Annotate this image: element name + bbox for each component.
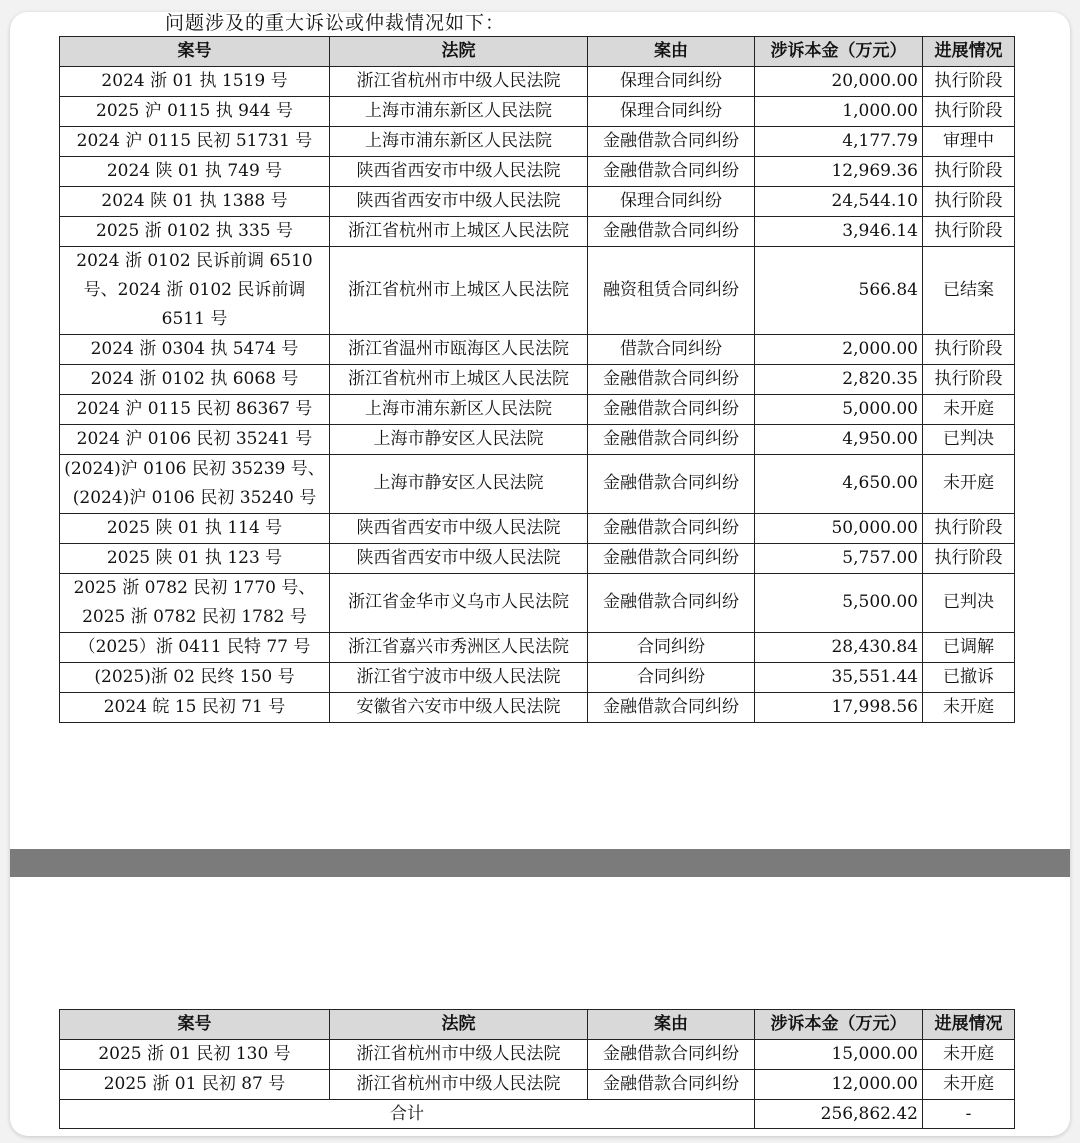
cell-amount: 20,000.00: [755, 66, 923, 96]
cell-case-no: 2024 沪 0115 民初 86367 号: [60, 394, 330, 424]
header-amount: 涉诉本金（万元）: [755, 1010, 923, 1040]
cell-court: 浙江省金华市义乌市人民法院: [330, 573, 588, 632]
header-status: 进展情况: [923, 37, 1015, 67]
table-row: [60, 662, 1015, 692]
cell-court: 上海市浦东新区人民法院: [330, 126, 588, 156]
header-status: 进展情况: [923, 1010, 1015, 1040]
header-court: 法院: [330, 37, 588, 67]
litigation-table: [59, 36, 1015, 723]
table-row: [60, 334, 1015, 364]
cell-court: 陕西省西安市中级人民法院: [330, 513, 588, 543]
intro-text: 问题涉及的重大诉讼或仲裁情况如下：: [165, 12, 506, 34]
cell-case-no: 2025 浙 01 民初 130 号: [60, 1039, 330, 1069]
cell-court: 浙江省杭州市中级人民法院: [330, 1039, 588, 1069]
table-row: [60, 513, 1015, 543]
cell-cause: 金融借款合同纠纷: [588, 692, 755, 722]
cell-cause: 保理合同纠纷: [588, 96, 755, 126]
cell-cause: 保理合同纠纷: [588, 66, 755, 96]
cell-court: 陕西省西安市中级人民法院: [330, 186, 588, 216]
cell-case-no: 2024 陕 01 执 1388 号: [60, 186, 330, 216]
litigation-table-continued: [59, 1009, 1015, 1129]
table-row: [60, 632, 1015, 662]
cell-status: 未开庭: [923, 454, 1015, 513]
cell-cause: 金融借款合同纠纷: [588, 543, 755, 573]
document-page: [10, 12, 1070, 1136]
cell-case-no: （2025）浙 0411 民特 77 号: [60, 632, 330, 662]
cell-amount: 15,000.00: [755, 1039, 923, 1069]
table-row: [60, 246, 1015, 334]
cell-amount: 5,500.00: [755, 573, 923, 632]
cell-cause: 借款合同纠纷: [588, 334, 755, 364]
cell-amount: 5,757.00: [755, 543, 923, 573]
cell-case-no: (2025)浙 02 民终 150 号: [60, 662, 330, 692]
table-row: [60, 424, 1015, 454]
cell-amount: 17,998.56: [755, 692, 923, 722]
cell-status: 未开庭: [923, 394, 1015, 424]
cell-status: 已调解: [923, 632, 1015, 662]
cell-case-no: 2024 陕 01 执 749 号: [60, 156, 330, 186]
cell-cause: 金融借款合同纠纷: [588, 394, 755, 424]
table-row: [60, 66, 1015, 96]
cell-cause: 合同纠纷: [588, 662, 755, 692]
cell-amount: 1,000.00: [755, 96, 923, 126]
cell-status: 未开庭: [923, 1069, 1015, 1099]
cell-status: 审理中: [923, 126, 1015, 156]
cell-status: 执行阶段: [923, 513, 1015, 543]
cell-case-no: 2025 浙 01 民初 87 号: [60, 1069, 330, 1099]
cell-court: 浙江省温州市瓯海区人民法院: [330, 334, 588, 364]
cell-status: 已判决: [923, 424, 1015, 454]
table-row: [60, 364, 1015, 394]
cell-court: 浙江省杭州市中级人民法院: [330, 1069, 588, 1099]
cell-court: 浙江省杭州市中级人民法院: [330, 66, 588, 96]
table-row: [60, 1039, 1015, 1069]
cell-court: 上海市浦东新区人民法院: [330, 394, 588, 424]
total-label: 合计: [60, 1099, 755, 1129]
table-row: [60, 692, 1015, 722]
cell-case-no: 2025 沪 0115 执 944 号: [60, 96, 330, 126]
cell-status: 未开庭: [923, 692, 1015, 722]
cell-case-no: 2024 浙 01 执 1519 号: [60, 66, 330, 96]
table-row: [60, 126, 1015, 156]
cell-status: 未开庭: [923, 1039, 1015, 1069]
cell-amount: 5,000.00: [755, 394, 923, 424]
table-header-row: [60, 1010, 1015, 1040]
cell-status: 执行阶段: [923, 66, 1015, 96]
cell-cause: 保理合同纠纷: [588, 186, 755, 216]
cell-court: 浙江省嘉兴市秀洲区人民法院: [330, 632, 588, 662]
total-status: -: [923, 1099, 1015, 1129]
table-row: [60, 186, 1015, 216]
cell-status: 执行阶段: [923, 96, 1015, 126]
cell-court: 浙江省杭州市上城区人民法院: [330, 364, 588, 394]
cell-court: 浙江省杭州市上城区人民法院: [330, 246, 588, 334]
cell-court: 浙江省杭州市上城区人民法院: [330, 216, 588, 246]
cell-cause: 融资租赁合同纠纷: [588, 246, 755, 334]
table-row: [60, 1069, 1015, 1099]
cell-case-no: 2025 浙 0782 民初 1770 号、2025 浙 0782 民初 1782 号: [60, 573, 330, 632]
cell-case-no: 2024 浙 0102 民诉前调 6510 号、2024 浙 0102 民诉前调 6511 号: [60, 246, 330, 334]
table-row: [60, 543, 1015, 573]
cell-cause: 金融借款合同纠纷: [588, 573, 755, 632]
cell-case-no: 2025 陕 01 执 114 号: [60, 513, 330, 543]
cell-case-no: 2024 浙 0102 执 6068 号: [60, 364, 330, 394]
cell-status: 已结案: [923, 246, 1015, 334]
cell-amount: 12,000.00: [755, 1069, 923, 1099]
cell-status: 执行阶段: [923, 364, 1015, 394]
cell-case-no: 2025 陕 01 执 123 号: [60, 543, 330, 573]
total-row: [60, 1099, 1015, 1129]
cell-status: 执行阶段: [923, 156, 1015, 186]
cell-case-no: 2024 浙 0304 执 5474 号: [60, 334, 330, 364]
cell-court: 上海市静安区人民法院: [330, 454, 588, 513]
cell-amount: 3,946.14: [755, 216, 923, 246]
cell-cause: 金融借款合同纠纷: [588, 1069, 755, 1099]
cell-cause: 金融借款合同纠纷: [588, 454, 755, 513]
cell-status: 执行阶段: [923, 334, 1015, 364]
table-row: [60, 573, 1015, 632]
cell-amount: 12,969.36: [755, 156, 923, 186]
cell-amount: 28,430.84: [755, 632, 923, 662]
cell-amount: 4,177.79: [755, 126, 923, 156]
table-row: [60, 96, 1015, 126]
cell-cause: 金融借款合同纠纷: [588, 156, 755, 186]
cell-case-no: 2024 皖 15 民初 71 号: [60, 692, 330, 722]
header-cause: 案由: [588, 37, 755, 67]
header-case-no: 案号: [60, 37, 330, 67]
cell-status: 已判决: [923, 573, 1015, 632]
cell-amount: 2,000.00: [755, 334, 923, 364]
cell-amount: 35,551.44: [755, 662, 923, 692]
cell-court: 陕西省西安市中级人民法院: [330, 156, 588, 186]
cell-court: 陕西省西安市中级人民法院: [330, 543, 588, 573]
header-cause: 案由: [588, 1010, 755, 1040]
cell-court: 安徽省六安市中级人民法院: [330, 692, 588, 722]
cell-case-no: 2025 浙 0102 执 335 号: [60, 216, 330, 246]
cell-amount: 566.84: [755, 246, 923, 334]
table-row: [60, 394, 1015, 424]
cell-cause: 金融借款合同纠纷: [588, 126, 755, 156]
cell-cause: 金融借款合同纠纷: [588, 1039, 755, 1069]
table-row: [60, 156, 1015, 186]
cell-cause: 合同纠纷: [588, 632, 755, 662]
header-court: 法院: [330, 1010, 588, 1040]
header-amount: 涉诉本金（万元）: [755, 37, 923, 67]
cell-court: 上海市静安区人民法院: [330, 424, 588, 454]
cell-status: 已撤诉: [923, 662, 1015, 692]
table-row: [60, 454, 1015, 513]
cell-cause: 金融借款合同纠纷: [588, 424, 755, 454]
table-header-row: [60, 37, 1015, 67]
cell-status: 执行阶段: [923, 216, 1015, 246]
header-case-no: 案号: [60, 1010, 330, 1040]
cell-cause: 金融借款合同纠纷: [588, 364, 755, 394]
cell-cause: 金融借款合同纠纷: [588, 216, 755, 246]
cell-amount: 4,950.00: [755, 424, 923, 454]
cell-court: 浙江省宁波市中级人民法院: [330, 662, 588, 692]
cell-case-no: 2024 沪 0115 民初 51731 号: [60, 126, 330, 156]
cell-status: 执行阶段: [923, 543, 1015, 573]
cell-amount: 50,000.00: [755, 513, 923, 543]
cell-amount: 4,650.00: [755, 454, 923, 513]
page-divider: [10, 849, 1070, 877]
cell-case-no: (2024)沪 0106 民初 35239 号、(2024)沪 0106 民初 35240 号: [60, 454, 330, 513]
cell-cause: 金融借款合同纠纷: [588, 513, 755, 543]
cell-court: 上海市浦东新区人民法院: [330, 96, 588, 126]
cell-amount: 24,544.10: [755, 186, 923, 216]
table-row: [60, 216, 1015, 246]
cell-status: 执行阶段: [923, 186, 1015, 216]
total-amount: 256,862.42: [755, 1099, 923, 1129]
cell-case-no: 2024 沪 0106 民初 35241 号: [60, 424, 330, 454]
cell-amount: 2,820.35: [755, 364, 923, 394]
